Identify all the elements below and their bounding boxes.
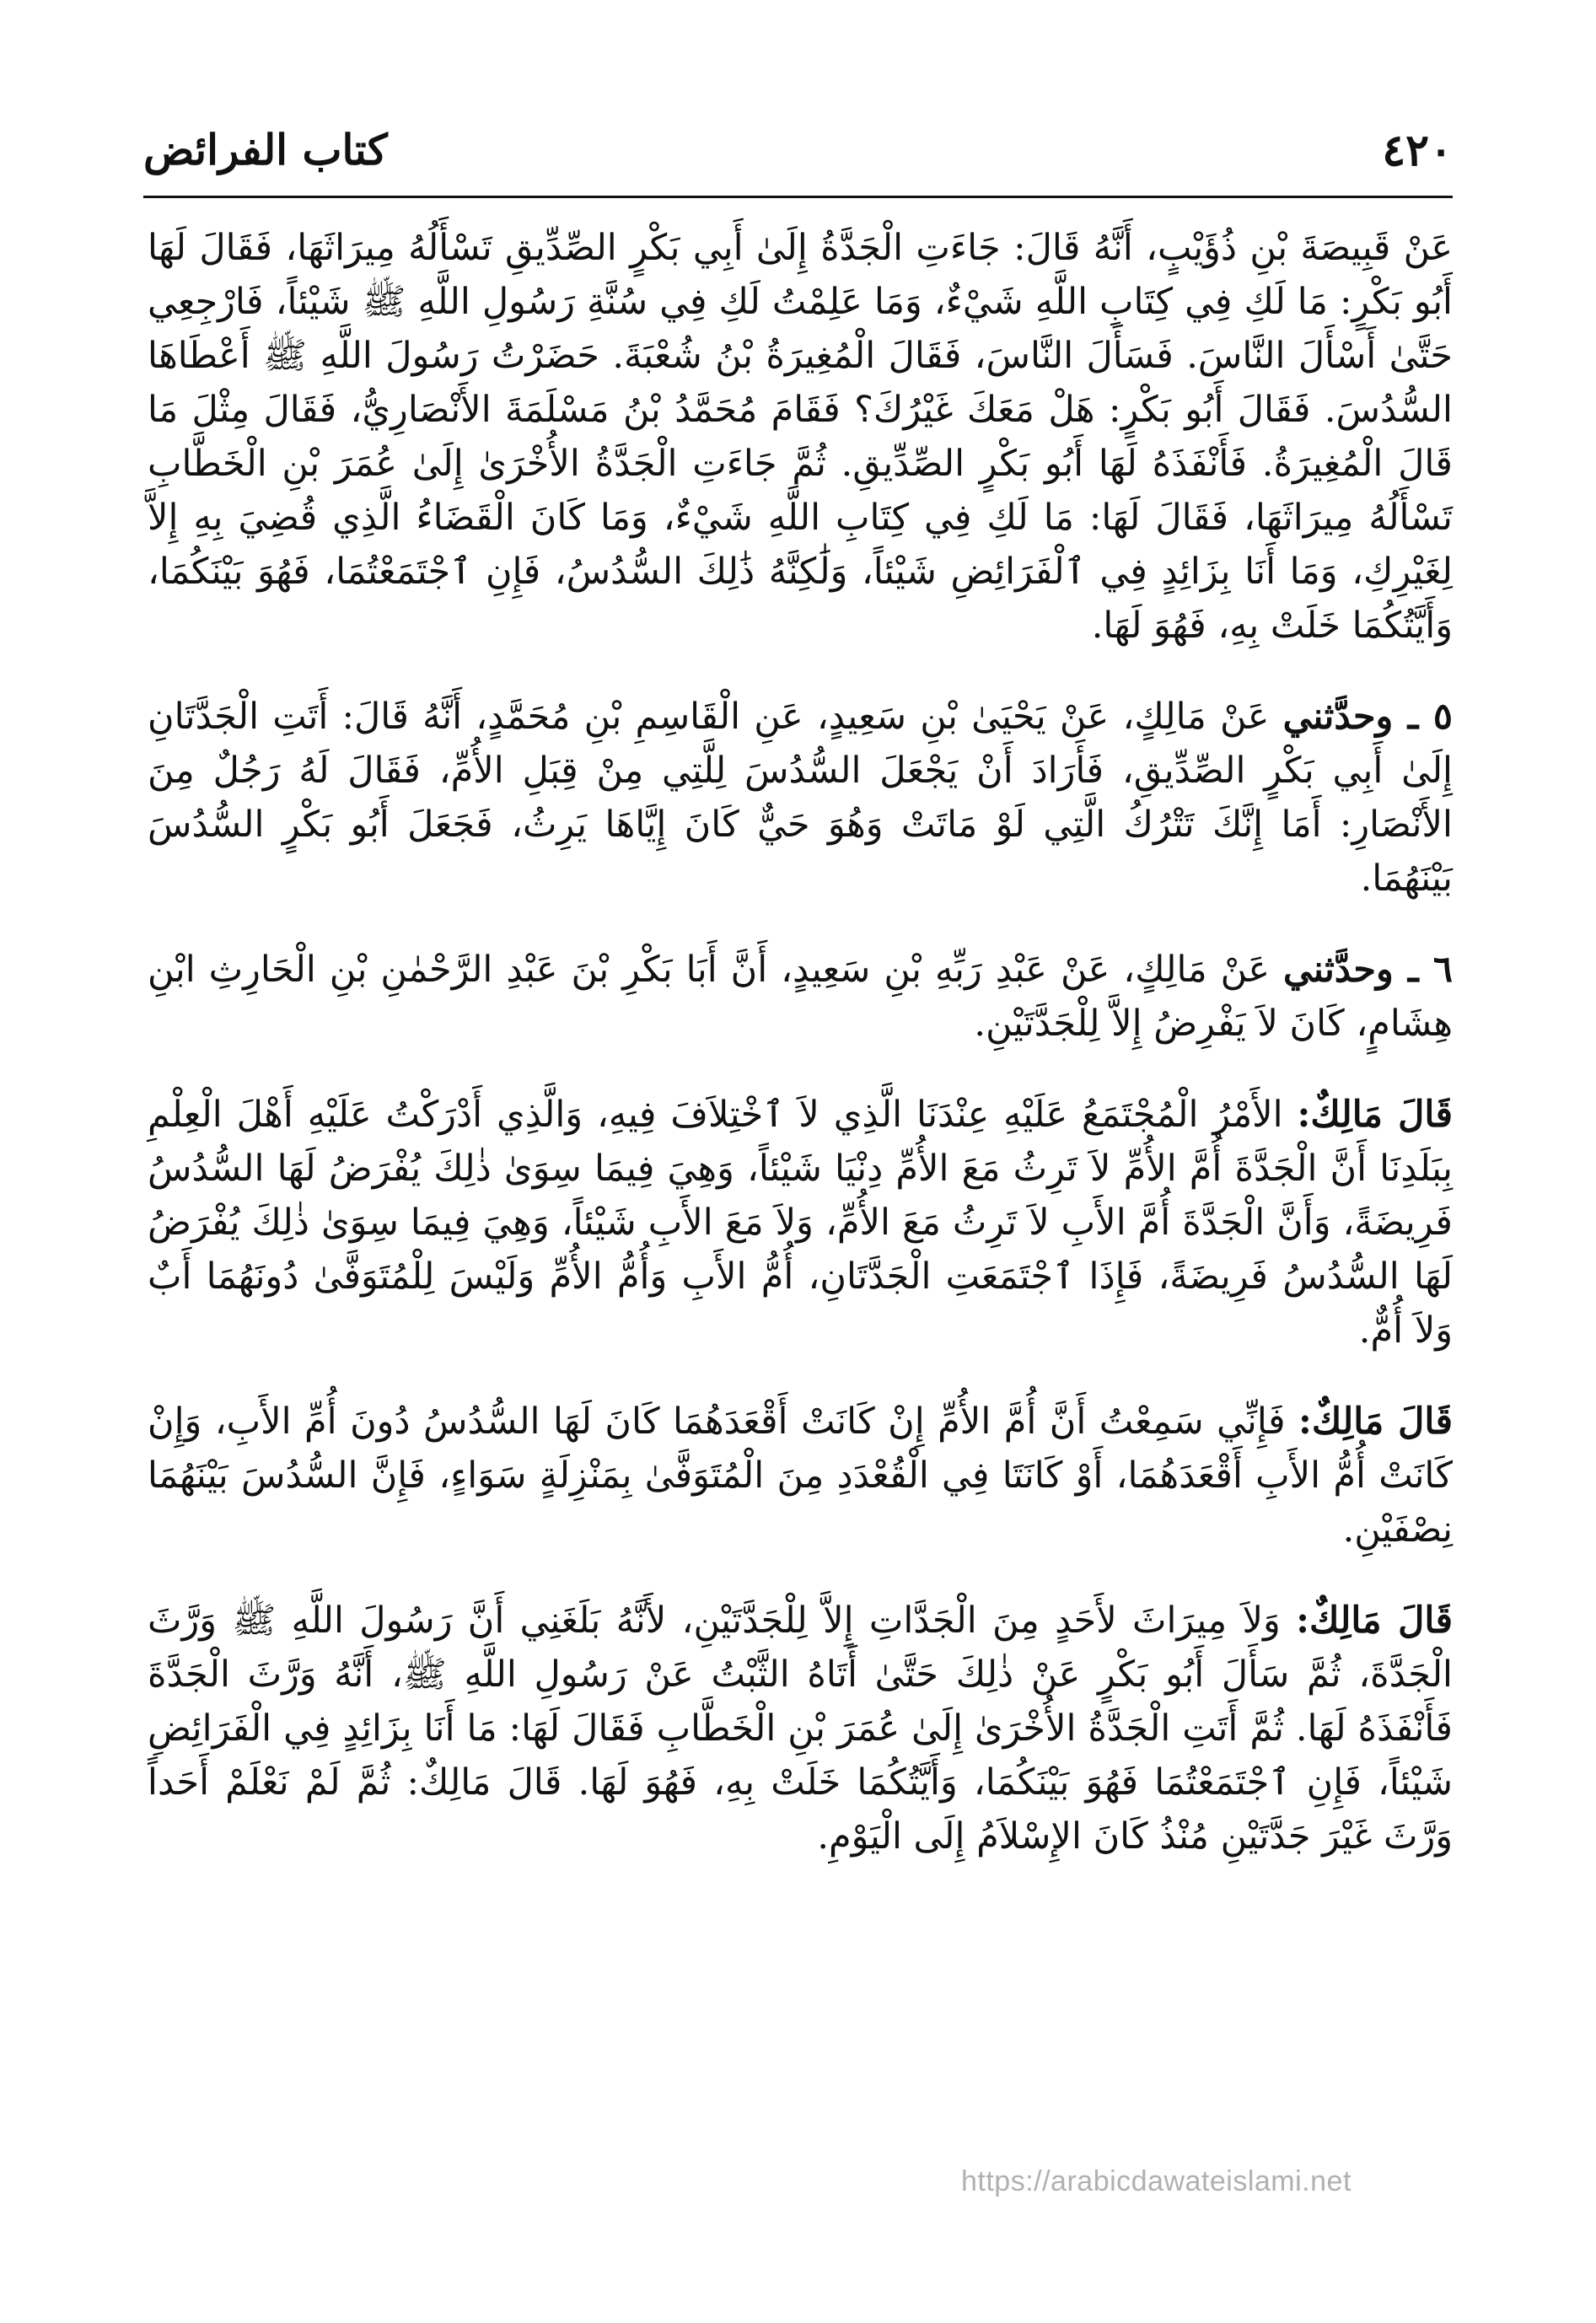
paragraph-text: عَنْ مَالِكٍ، عَنْ يَحْيَىٰ بْنِ سَعِيدٍ، عَنِ الْقَاسِمِ بْنِ مُحَمَّدٍ، أَنَّهُ قَالَ: أَتَتِ الْجَدَّتَانِ إِلَىٰ أَبِي بَكْرٍ الصِّدِّيقِ، فَأَرَادَ أَنْ يَجْعَلَ السُّدُسَ لِلَّتِي مِنْ قِبَلِ الأُمِّ، فَقَالَ لَهُ رَجُلٌ مِنَ الأَنْصَارِ: أَمَا إِنَّكَ تَتْرُكُ الَّتِي لَوْ مَاتَتْ وَهُوَ حَيٌّ كَانَ إِيَّاهَا يَرِثُ، فَجَعَلَ أَبُو بَكْرٍ السُّدُسَ بَيْنَهُمَا.	[148, 696, 1453, 900]
paragraph-text: عَنْ قَبِيصَةَ بْنِ ذُؤَيْبٍ، أَنَّهُ قَالَ: جَاءَتِ الْجَدَّةُ إِلَىٰ أَبِي بَكْرٍ الصِّدِّيقِ تَسْأَلُهُ مِيرَاثَهَا، فَقَالَ لَهَا أَبُو بَكْرٍ: مَا لَكِ فِي كِتَابِ اللَّهِ شَيْءٌ، وَمَا عَلِمْتُ لَكِ فِي سُنَّةِ رَسُولِ اللَّهِ ﷺ شَيْئاً، فَارْجِعِي حَتَّىٰ أَسْأَلَ النَّاسَ. فَسَأَلَ النَّاسَ، فَقَالَ الْمُغِيرَةُ بْنُ شُعْبَةَ. حَضَرْتُ رَسُولَ اللَّهِ ﷺ أَعْطَاهَا السُّدُسَ. فَقَالَ أَبُو بَكْرٍ: هَلْ مَعَكَ غَيْرُكَ؟ فَقَامَ مُحَمَّدُ بْنُ مَسْلَمَةَ الأَنْصَارِيُّ، فَقَالَ مِثْلَ مَا قَالَ الْمُغِيرَةُ. فَأَنْفَذَهُ لَهَا أَبُو بَكْرٍ الصِّدِّيقِ. ثُمَّ جَاءَتِ الْجَدَّةُ الأُخْرَىٰ إِلَىٰ عُمَرَ بْنِ الْخَطَّابِ تَسْأَلُهُ مِيرَاثَهَا، فَقَالَ لَهَا: مَا لَكِ فِي كِتَابِ اللَّهِ شَيْءٌ، وَمَا كَانَ الْقَضَاءُ الَّذِي قُضِيَ بِهِ إِلاَّ لِغَيْرِكِ، وَمَا أَنَا بِزَائِدٍ فِي ٱلْفَرَائِضِ شَيْئاً، وَلَٰكِنَّهُ ذَٰلِكَ السُّدُسُ، فَإِنِ ٱجْتَمَعْتُمَا، فَهُوَ بَيْنَكُمَا، وَأَيَّتُكُمَا خَلَتْ بِهِ، فَهُوَ لَهَا.	[148, 227, 1453, 647]
paragraph-lead: قَالَ مَالِكٌ:	[1296, 1600, 1454, 1642]
paragraph-hadith-6	[148, 943, 1453, 1051]
paragraph-lead: قَالَ مَالِكٌ:	[1298, 1401, 1453, 1443]
header-divider	[143, 196, 1453, 198]
page-header	[143, 118, 1453, 186]
paragraph-malik-1	[148, 1088, 1453, 1358]
paragraph-text: الأَمْرُ الْمُجْتَمَعُ عَلَيْهِ عِنْدَنَا الَّذِي لاَ ٱخْتِلاَفَ فِيهِ، وَالَّذِي أَدْرَكْتُ عَلَيْهِ أَهْلَ الْعِلْمِ بِبَلَدِنَا أَنَّ الْجَدَّةَ أُمَّ الأُمِّ لاَ تَرِثُ مَعَ الأُمِّ دِنْيَا شَيْئاً، وَهِيَ فِيمَا سِوَىٰ ذٰلِكَ يُفْرَضُ لَهَا السُّدُسُ فَرِيضَةً، وَأَنَّ الْجَدَّةَ أُمَّ الأَبِ لاَ تَرِثُ مَعَ الأُمِّ، وَلاَ مَعَ الأَبِ شَيْئاً، وَهِيَ فِيمَا سِوَىٰ ذٰلِكَ يُفْرَضُ لَهَا السُّدُسُ فَرِيضَةً، فَإِذَا ٱجْتَمَعَتِ الْجَدَّتَانِ، أُمُّ الأَبِ وَأُمُّ الأُمِّ وَلَيْسَ لِلْمُتَوَفَّىٰ دُونَهُمَا أَبٌ وَلاَ أُمٌّ.	[148, 1094, 1453, 1352]
paragraph-text: فَإِنِّي سَمِعْتُ أَنَّ أُمَّ الأُمِّ إِنْ كَانَتْ أَقْعَدَهُمَا كَانَ لَهَا السُّدُسُ دُونَ أُمِّ الأَبِ، وَإِنْ كَانَتْ أُمُّ الأَبِ أَقْعَدَهُمَا، أَوْ كَانَتَا فِي الْقُعْدَدِ مِنَ الْمُتَوَفَّىٰ بِمَنْزِلَةٍ سَوَاءٍ، فَإِنَّ السُّدُسَ بَيْنَهُمَا نِصْفَيْنِ.	[148, 1401, 1453, 1551]
paragraph-malik-2	[148, 1395, 1453, 1557]
page-number: ٤٢٠	[1382, 125, 1453, 176]
page-body	[148, 221, 1453, 1901]
paragraph-lead: ٥ ـ وحدَّثني	[1282, 696, 1453, 738]
source-watermark: https://arabicdawateislami.net	[961, 2165, 1351, 2197]
paragraph-text: عَنْ مَالِكٍ، عَنْ عَبْدِ رَبِّهِ بْنِ سَعِيدٍ، أَنَّ أَبَا بَكْرِ بْنَ عَبْدِ الرَّحْمٰنِ بْنِ الْحَارِثِ ابْنِ هِشَامٍ، كَانَ لاَ يَفْرِضُ إِلاَّ لِلْجَدَّتَيْنِ.	[148, 949, 1453, 1045]
running-title: كتاب الفرائض	[143, 125, 388, 175]
paragraph-1	[148, 221, 1453, 653]
paragraph-lead: ٦ ـ وحدَّثني	[1283, 949, 1453, 991]
paragraph-text: وَلاَ مِيرَاثَ لأَحَدٍ مِنَ الْجَدَّاتِ إِلاَّ لِلْجَدَّتَيْنِ، لأَنَّهُ بَلَغَنِي أَنَّ رَسُولَ اللَّهِ ﷺ وَرَّثَ الْجَدَّةَ، ثُمَّ سَأَلَ أَبُو بَكْرٍ عَنْ ذٰلِكَ حَتَّىٰ أَتَاهُ الثَّبْتُ عَنْ رَسُولِ اللَّهِ ﷺ، أَنَّهُ وَرَّثَ الْجَدَّةَ فَأَنْفَذَهُ لَهَا. ثُمَّ أَتَتِ الْجَدَّةُ الأُخْرَىٰ إِلَىٰ عُمَرَ بْنِ الْخَطَّابِ فَقَالَ لَهَا: مَا أَنَا بِزَائِدٍ فِي الْفَرَائِضِ شَيْئاً، فَإِنِ ٱجْتَمَعْتُمَا فَهُوَ بَيْنَكُمَا، وَأَيَّتُكُمَا خَلَتْ بِهِ، فَهُوَ لَهَا. قَالَ مَالِكٌ: ثُمَّ لَمْ نَعْلَمْ أَحَداً وَرَّثَ غَيْرَ جَدَّتَيْنِ مُنْذُ كَانَ الإِسْلاَمُ إِلَى الْيَوْمِ.	[148, 1600, 1453, 1858]
paragraph-malik-3	[148, 1594, 1453, 1863]
paragraph-lead: قَالَ مَالِكٌ:	[1297, 1094, 1453, 1136]
paragraph-hadith-5	[148, 690, 1453, 906]
